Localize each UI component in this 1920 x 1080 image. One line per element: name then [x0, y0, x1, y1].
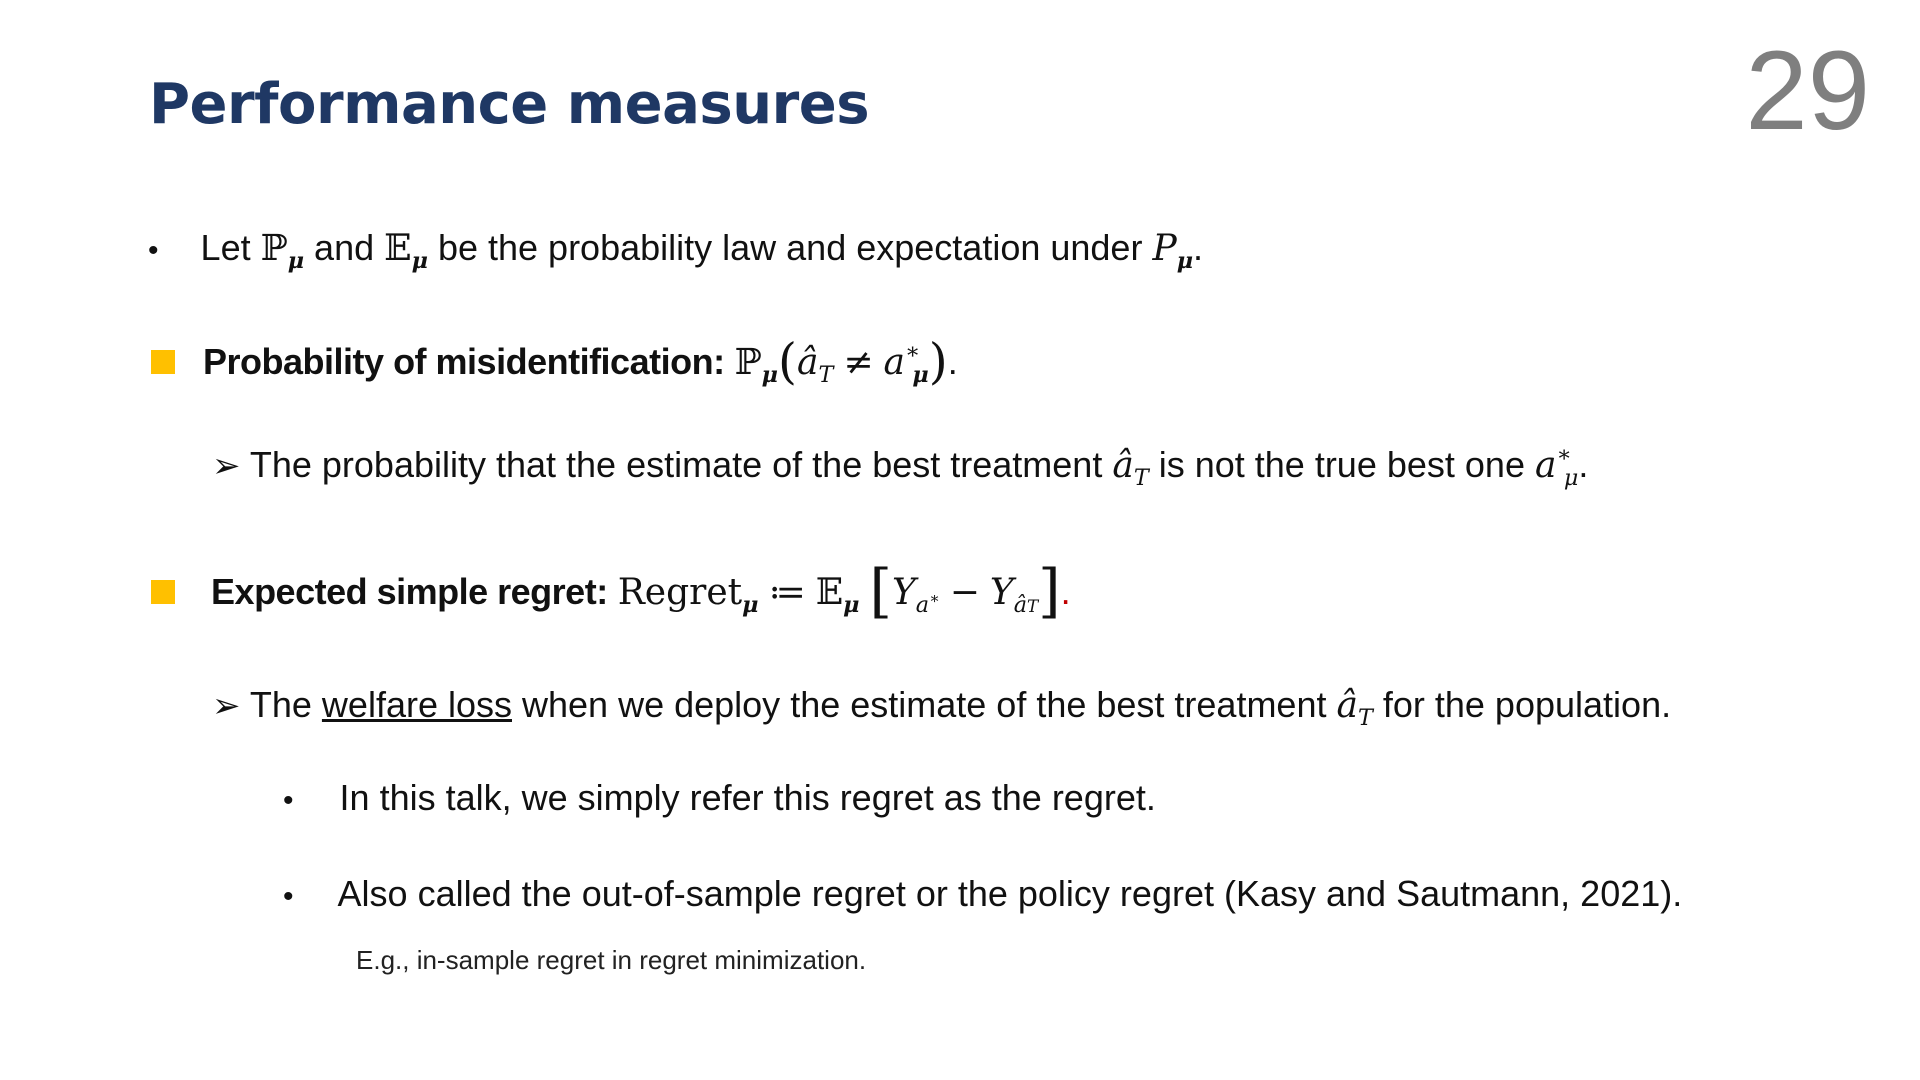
prob-symbol: ℙ — [734, 342, 762, 384]
welfare-text-3: for the population. — [1382, 684, 1672, 725]
a-hat: â — [1112, 445, 1134, 486]
desc-text-1: The probability that the estimate of the best treatment — [249, 444, 1103, 485]
mu-subscript: μ — [742, 591, 759, 618]
mu-subscript: μ — [761, 361, 778, 388]
sub-bullet-welfare-loss — [212, 683, 1672, 731]
square-bullet-icon — [151, 350, 175, 374]
welfare-loss-underlined: welfare loss — [321, 684, 512, 725]
mu-subscript: μ — [912, 361, 929, 388]
expectation-symbol: 𝔼 — [815, 572, 844, 614]
bullet-marker: • — [283, 784, 294, 817]
a-hat: â — [796, 342, 819, 384]
y-symbol: Y — [892, 572, 916, 614]
mu-subscript: μ — [411, 247, 428, 274]
period: . — [1578, 444, 1589, 485]
star-superscript: ∗ — [1556, 441, 1572, 468]
desc-text-2: is not the true best one — [1158, 444, 1525, 485]
a-hat: â — [1336, 685, 1358, 726]
t-subscript: T — [1357, 704, 1373, 731]
prob-symbol: ℙ — [260, 228, 288, 269]
open-bracket: [ — [869, 558, 893, 625]
footnote: E.g., in-sample regret in regret minimization. — [356, 945, 867, 975]
minus-symbol: − — [949, 572, 980, 614]
expected-regret-label: Expected simple regret: — [211, 571, 608, 613]
square-bullet-icon — [151, 580, 175, 604]
t-subscript: T — [818, 361, 834, 388]
sub-sub-bullet-regret-naming — [283, 776, 1156, 823]
arrow-bullet-icon: ➢ — [212, 447, 241, 485]
regret-naming-text: In this talk, we simply refer this regret as the regret. — [339, 777, 1156, 818]
mu-subscript: μ — [1176, 247, 1194, 274]
slide-title: Performance measures — [149, 72, 870, 137]
text-and: and — [314, 227, 375, 268]
neq-symbol: ≠ — [843, 342, 874, 384]
bullet-marker: • — [283, 880, 294, 913]
close-bracket: ] — [1038, 558, 1061, 625]
misidentification-label: Probability of misidentification: — [203, 341, 725, 383]
open-paren: ( — [778, 334, 797, 390]
a-hat-subscript: âT — [1013, 591, 1039, 618]
bullet-expected-regret — [151, 558, 1071, 625]
t-subscript: T — [1133, 464, 1149, 491]
mu-subscript: μ — [287, 247, 305, 274]
a-symbol: a — [1534, 445, 1557, 486]
bullet-marker: • — [148, 234, 159, 267]
mu-subscript: μ — [1563, 464, 1579, 491]
period: . — [947, 341, 958, 383]
distribution-symbol: P — [1152, 228, 1177, 269]
sub-bullet-misidentification-desc — [212, 441, 1589, 491]
y-symbol: Y — [989, 572, 1014, 614]
text-rest: be the probability law and expectation under — [437, 227, 1143, 268]
page-number: 29 — [1745, 28, 1870, 153]
a-symbol: a — [883, 342, 905, 384]
welfare-text-1: The — [249, 684, 312, 725]
period: . — [1193, 227, 1204, 268]
bullet-misidentification — [151, 334, 958, 390]
regret-symbol: Regret — [617, 572, 743, 614]
sub-sub-bullet-also-called — [283, 872, 1682, 919]
mu-subscript: μ — [843, 591, 860, 618]
text-let: Let — [200, 227, 251, 268]
bullet-probability-law — [148, 226, 1203, 273]
close-paren: ) — [928, 334, 948, 390]
welfare-text-2: when we deploy the estimate of the best treatment — [522, 684, 1327, 725]
star-superscript: ∗ — [905, 338, 921, 365]
period: . — [1060, 571, 1071, 613]
also-called-text: Also called the out-of-sample regret or the policy regret (Kasy and Sautmann, 2021). — [337, 873, 1683, 914]
arrow-bullet-icon: ➢ — [212, 687, 241, 725]
a-star-subscript: a∗ — [915, 589, 940, 618]
expectation-symbol: 𝔼 — [384, 228, 412, 269]
defeq-symbol: ≔ — [768, 572, 806, 614]
